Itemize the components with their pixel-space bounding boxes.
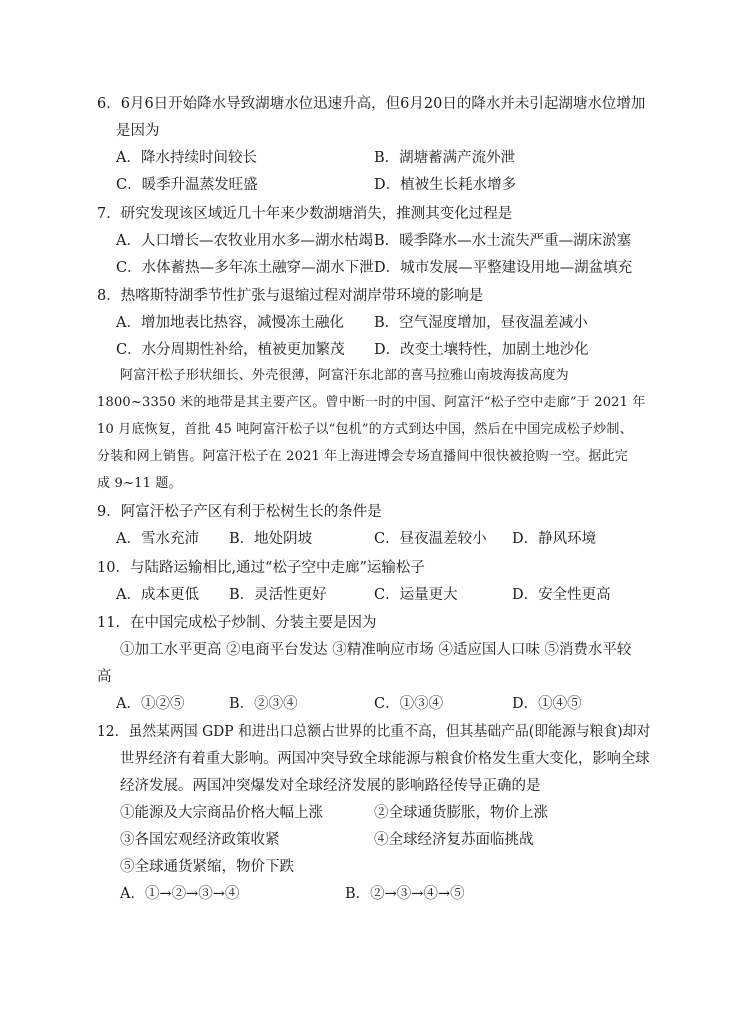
q12-item-1: ①能源及大宗商品价格大幅上涨 [120, 805, 323, 821]
q12-stem-line1: 12．虽然某两国 GDP 和进出口总额占世界的比重不高，但其基础产品(即能源与粮食)却对 [97, 724, 651, 740]
q6-option-d: D．植被生长耗水增多 [374, 177, 517, 193]
q8-option-b: B．空气湿度增加，昼夜温差减小 [374, 315, 588, 331]
passage-line-2: 1800~3350 米的地带是其主要产区。曾中断一时的中国、阿富汗“松子空中走廊”于 2021 年 [97, 395, 646, 410]
q7-option-c: C．水体蓄热—多年冻土融穿—湖水下泄 [116, 260, 374, 276]
q6-option-c: C．暖季升温蒸发旺盛 [116, 177, 258, 193]
q7-option-d: D．城市发展—平整建设用地—湖盆填充 [374, 260, 633, 276]
q12-item-2: ②全球通货膨胀，物价上涨 [374, 805, 548, 821]
q7-stem: 7．研究发现该区域近几十年来少数湖塘消失，推测其变化过程是 [97, 206, 513, 222]
q12-item-4: ④全球经济复苏面临挑战 [374, 832, 534, 848]
q11-option-c: C．①③④ [374, 696, 444, 712]
q9-option-c: C．昼夜温差较小 [374, 531, 487, 547]
q8-option-a: A．增加地表比热容，减慢冻土融化 [116, 315, 344, 331]
q10-option-a: A．成本更低 [116, 587, 199, 603]
passage-line-1: 阿富汗松子形状细长、外壳很薄，阿富汗东北部的喜马拉雅山南坡海拔高度为 [120, 368, 569, 383]
q6-option-a: A．降水持续时间较长 [116, 150, 257, 166]
q11-items: ①加工水平更高 ②电商平台发达 ③精准响应市场 ④适应国人口味 ⑤消费水平较 [120, 642, 632, 658]
q11-option-b: B．②③④ [229, 696, 298, 712]
q11-option-d: D．①④⑤ [512, 696, 582, 712]
q12-stem-line2: 世界经济有着重大影响。两国冲突导致全球能源与粮食价格发生重大变化，影响全球 [120, 751, 650, 767]
q11-option-a: A．①②⑤ [116, 696, 185, 712]
q8-option-c: C．水分周期性补给，植被更加繁茂 [116, 342, 345, 358]
q12-option-a: A．①→②→③→④ [120, 886, 240, 902]
q8-option-d: D．改变土壤特性，加剧土地沙化 [374, 342, 589, 358]
q6-option-b: B．湖塘蓄满产流外泄 [374, 150, 516, 166]
q10-stem: 10．与陆路运输相比,通过“松子空中走廊”运输松子 [97, 560, 425, 576]
q12-option-b: B．②→③→④→⑤ [345, 886, 465, 902]
q10-option-d: D．安全性更高 [512, 587, 611, 603]
q12-stem-line3: 经济发展。两国冲突爆发对全球经济发展的影响路径传导正确的是 [120, 778, 541, 794]
passage-line-4: 分装和网上销售。阿富汗松子在 2021 年上海进博会专场直播间中很快被抢购一空。据此完 [97, 449, 628, 464]
passage-line-3: 10 月底恢复，首批 45 吨阿富汗松子以“包机”的方式到达中国，然后在中国完成松子炒制、 [97, 422, 633, 437]
q8-stem: 8．热喀斯特湖季节性扩张与退缩过程对湖岸带环境的影响是 [97, 288, 484, 304]
q12-item-5: ⑤全球通货紧缩，物价下跌 [120, 859, 294, 875]
q9-option-a: A．雪水充沛 [116, 531, 199, 547]
q6-stem-line2: 是因为 [116, 123, 160, 139]
q9-option-b: B．地处阴坡 [229, 531, 313, 547]
q10-option-c: C．运量更大 [374, 587, 458, 603]
q9-stem: 9．阿富汗松子产区有利于松树生长的条件是 [97, 504, 382, 520]
q11-stem: 11．在中国完成松子炒制、分装主要是因为 [97, 615, 377, 631]
q12-item-3: ③各国宏观经济政策收紧 [120, 832, 280, 848]
q7-option-a: A．人口增长—农牧业用水多—湖水枯竭 [116, 233, 373, 249]
q9-option-d: D．静风环境 [512, 531, 597, 547]
q7-option-b: B．暖季降水—水土流失严重—湖床淤塞 [374, 233, 632, 249]
passage-line-5: 成 9~11 题。 [97, 476, 182, 491]
q6-stem-line1: 6．6月6日开始降水导致湖塘水位迅速升高，但6月20日的降水并未引起湖塘水位增加 [97, 96, 646, 112]
q10-option-b: B．灵活性更好 [229, 587, 327, 603]
q11-items-continued: 高 [97, 669, 112, 685]
